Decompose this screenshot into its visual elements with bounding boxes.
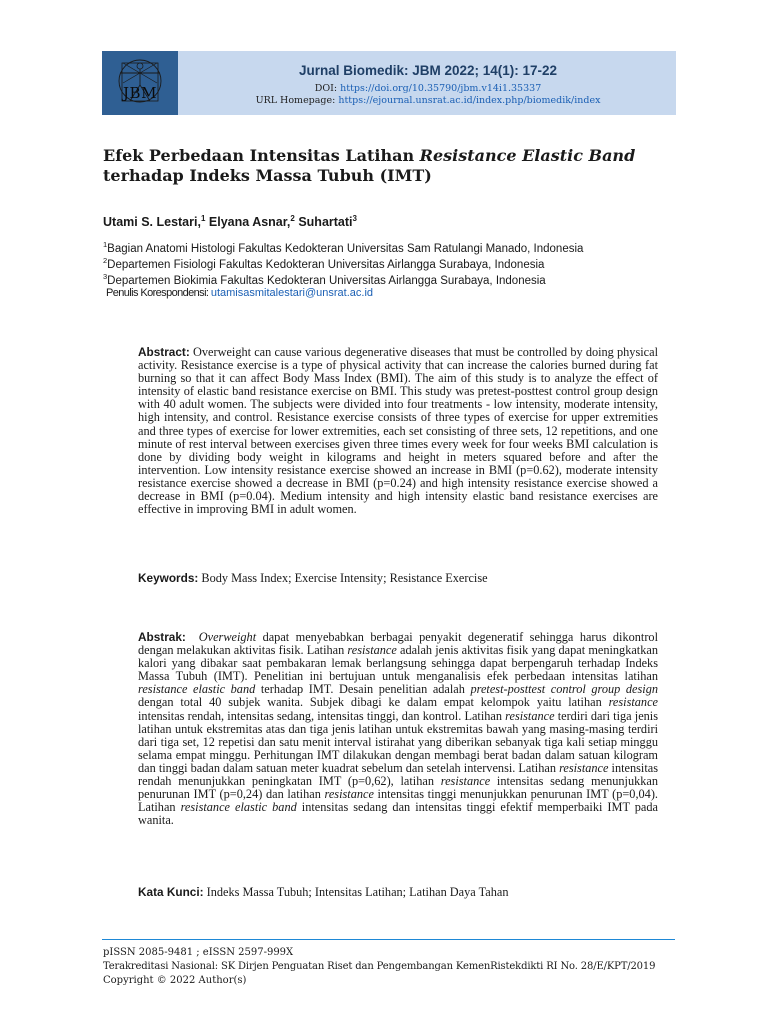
abstrak-text: intensitas tinggi menunjukkan penurunan IMT (p=0,04). Latihan bbox=[138, 787, 658, 815]
doi-line bbox=[180, 83, 676, 94]
abstrak-italic-term: resistance elastic band bbox=[180, 800, 297, 815]
abstrak-label: Abstrak: bbox=[138, 630, 186, 644]
kata-kunci-label: Kata Kunci: bbox=[138, 885, 204, 899]
abstract-indonesian bbox=[138, 631, 658, 827]
abstrak-italic-term: resistance bbox=[608, 695, 658, 710]
abstrak-italic-term: resistance bbox=[440, 774, 491, 789]
abstrak-italic-term: pretest-posttest control group design bbox=[470, 682, 659, 697]
affiliation-text: Bagian Anatomi Histologi Fakultas Kedokteran Universitas Sam Ratulangi Manado, Indonesia bbox=[107, 242, 584, 255]
title-part-1: Efek Perbedaan Intensitas Latihan bbox=[103, 146, 420, 165]
homepage-line bbox=[180, 95, 676, 106]
affiliation-1 bbox=[103, 240, 683, 255]
footer-issn: pISSN 2085-9481 ; eISSN 2597-999X bbox=[103, 947, 294, 958]
abstrak-italic-term: resistance elastic band bbox=[138, 682, 256, 697]
abstrak-text: intensitas rendah menunjukkan peningkatan IMT (p=0,62), latihan bbox=[138, 760, 658, 789]
correspondence-email-link[interactable]: utamisasmitalestari@unsrat.ac.id bbox=[210, 287, 374, 299]
abstrak-text: dapat menyebabkan berbagai penyakit degeneratif sehingga harus dikontrol dengan melakukan aktivitas fisik. Latihan bbox=[138, 630, 658, 658]
title-part-2: terhadap Indeks Massa Tubuh (IMT) bbox=[103, 166, 432, 185]
doi-label: DOI: bbox=[314, 83, 341, 94]
journal-logo-text: JBM bbox=[123, 84, 157, 102]
affiliation-3 bbox=[103, 272, 683, 287]
abstrak-text: dengan total 40 subjek wanita. Subjek dibagi ke dalam empat kelompok yaitu latihan bbox=[138, 695, 609, 710]
affiliation-mark: 2 bbox=[103, 256, 108, 265]
correspondence bbox=[106, 287, 686, 299]
author-affiliation-mark: 3 bbox=[352, 214, 357, 223]
footer-copyright: Copyright © 2022 Author(s) bbox=[103, 975, 247, 986]
title-italic: Resistance Elastic Band bbox=[419, 146, 636, 165]
article-title bbox=[103, 146, 683, 186]
abstract-label: Abstract: bbox=[138, 345, 190, 359]
abstrak-text: intensitas sedang menunjukkan penurunan IMT (p=0,24) dan latihan bbox=[138, 774, 658, 802]
affiliation-text: Departemen Biokimia Fakultas Kedokteran Universitas Airlangga Surabaya, Indonesia bbox=[107, 274, 546, 287]
homepage-label: URL Homepage: bbox=[255, 95, 339, 106]
affiliation-text: Departemen Fisiologi Fakultas Kedokteran Universitas Airlangga Surabaya, Indonesia bbox=[107, 258, 545, 271]
author-affiliation-mark: 2 bbox=[290, 214, 295, 223]
abstract-english bbox=[138, 346, 658, 516]
affiliation-mark: 3 bbox=[103, 272, 108, 281]
keywords-indonesian bbox=[138, 886, 658, 899]
abstrak-text: intensitas sedang dan intensitas tinggi efektif memperbaiki IMT pada wanita. bbox=[138, 800, 658, 828]
abstrak-text: terdiri dari tiga jenis latihan untuk ekstremitas atas dan tiga jenis latihan untuk ekstremitas bawah yang masing-masing terdiri dari tiga set, 12 repetisi dan satu menit interval istirahat yang diberikan sebanyak tiga kali setiap minggu selama empat minggu. Perhitungan IMT dilakukan dengan membagi berat badan dalam satuan kilogram dan tinggi badan dalam satuan meter kuadrat sebelum dan setelah intervensi. Latihan bbox=[138, 708, 658, 775]
affiliation-2 bbox=[103, 256, 683, 271]
keywords-english bbox=[138, 572, 658, 585]
journal-citation: Jurnal Biomedik: JBM 2022; 14(1): 17-22 bbox=[298, 63, 558, 78]
vitruvian-man-icon bbox=[102, 51, 178, 115]
correspondence-label: Penulis Korespondensi: bbox=[106, 287, 211, 299]
abstrak-italic-term: resistance bbox=[347, 643, 397, 658]
abstrak-italic-term: resistance bbox=[505, 708, 555, 723]
footer-divider bbox=[102, 939, 675, 940]
author-name: Utami S. Lestari, bbox=[103, 215, 201, 230]
affiliation-mark: 1 bbox=[103, 240, 108, 249]
author-list bbox=[103, 214, 663, 229]
homepage-link[interactable]: https://ejournal.unsrat.ac.id/index.php/biomedik/index bbox=[338, 95, 601, 106]
abstrak-italic-term: resistance bbox=[324, 787, 374, 802]
keywords-label: Keywords: bbox=[138, 571, 199, 585]
abstrak-italic-term: Overweight bbox=[198, 630, 257, 644]
abstrak-italic-term: resistance bbox=[559, 760, 609, 775]
footer-accreditation: Terakreditasi Nasional: SK Dirjen Penguatan Riset dan Pengembangan KemenRistekdikti RI No. 28/E/KPT/2019 bbox=[103, 961, 656, 972]
abstract-text: Overweight can cause various degenerative diseases that must be controlled by doing physical activity. Resistance exercise is a type of physical activity that can increase the calories burned during fat burning so that it can affect Body Mass Index (BMI). The aim of this study is to analyze the effect of intensity of elastic band resistance exercise on BMI. This study was pretest-posttest control group design with 40 adult women. The subjects were divided into four treatments - low intensity, moderate intensity, high intensity, and control. Resistance exercise consists of three types of exercise for upper extremities and three types of exercise for lower extremities, each set consisting of three sets, 12 repetitions, and one minute of rest interval between exercises given three times every week for four weeks BMI calculation is done by dividing body weight in kilograms and height in meters squared before and after the intervention. Low intensity resistance exercise showed an increase in BMI (p=0.62), moderate intensity resistance exercise showed a decrease in BMI (p=0.24) and high intensity resistance exercise showed a decrease in BMI (p=0.04). Medium intensity and high intensity elastic band resistance exercises are effective in improving BMI in adult women. bbox=[138, 345, 658, 517]
author-name: Suhartati bbox=[294, 215, 353, 230]
abstrak-text: terhadap IMT. Desain penelitian adalah bbox=[255, 682, 471, 697]
keywords-text: Body Mass Index; Exercise Intensity; Resistance Exercise bbox=[201, 571, 488, 585]
kata-kunci-text: Indeks Massa Tubuh; Intensitas Latihan; Latihan Daya Tahan bbox=[206, 885, 509, 899]
doi-link[interactable]: https://doi.org/10.35790/jbm.v14i1.35337 bbox=[340, 83, 542, 94]
author-affiliation-mark: 1 bbox=[200, 214, 206, 223]
author-name: Elyana Asnar, bbox=[205, 215, 291, 230]
journal-logo bbox=[102, 51, 178, 115]
abstrak-text: intensitas rendah, intensitas sedang, intensitas tinggi, dan kontrol. Latihan bbox=[138, 708, 506, 723]
abstrak-text: adalah jenis aktivitas fisik yang dapat meningkatkan kalori yang dibakar saat pembakaran lemak berlangsung sehingga dapat berpengaruh terhadap Indeks Massa Tubuh (IMT). Penelitian ini bertujuan untuk menganalisis efek perbedaan intensitas latihan bbox=[138, 643, 658, 684]
